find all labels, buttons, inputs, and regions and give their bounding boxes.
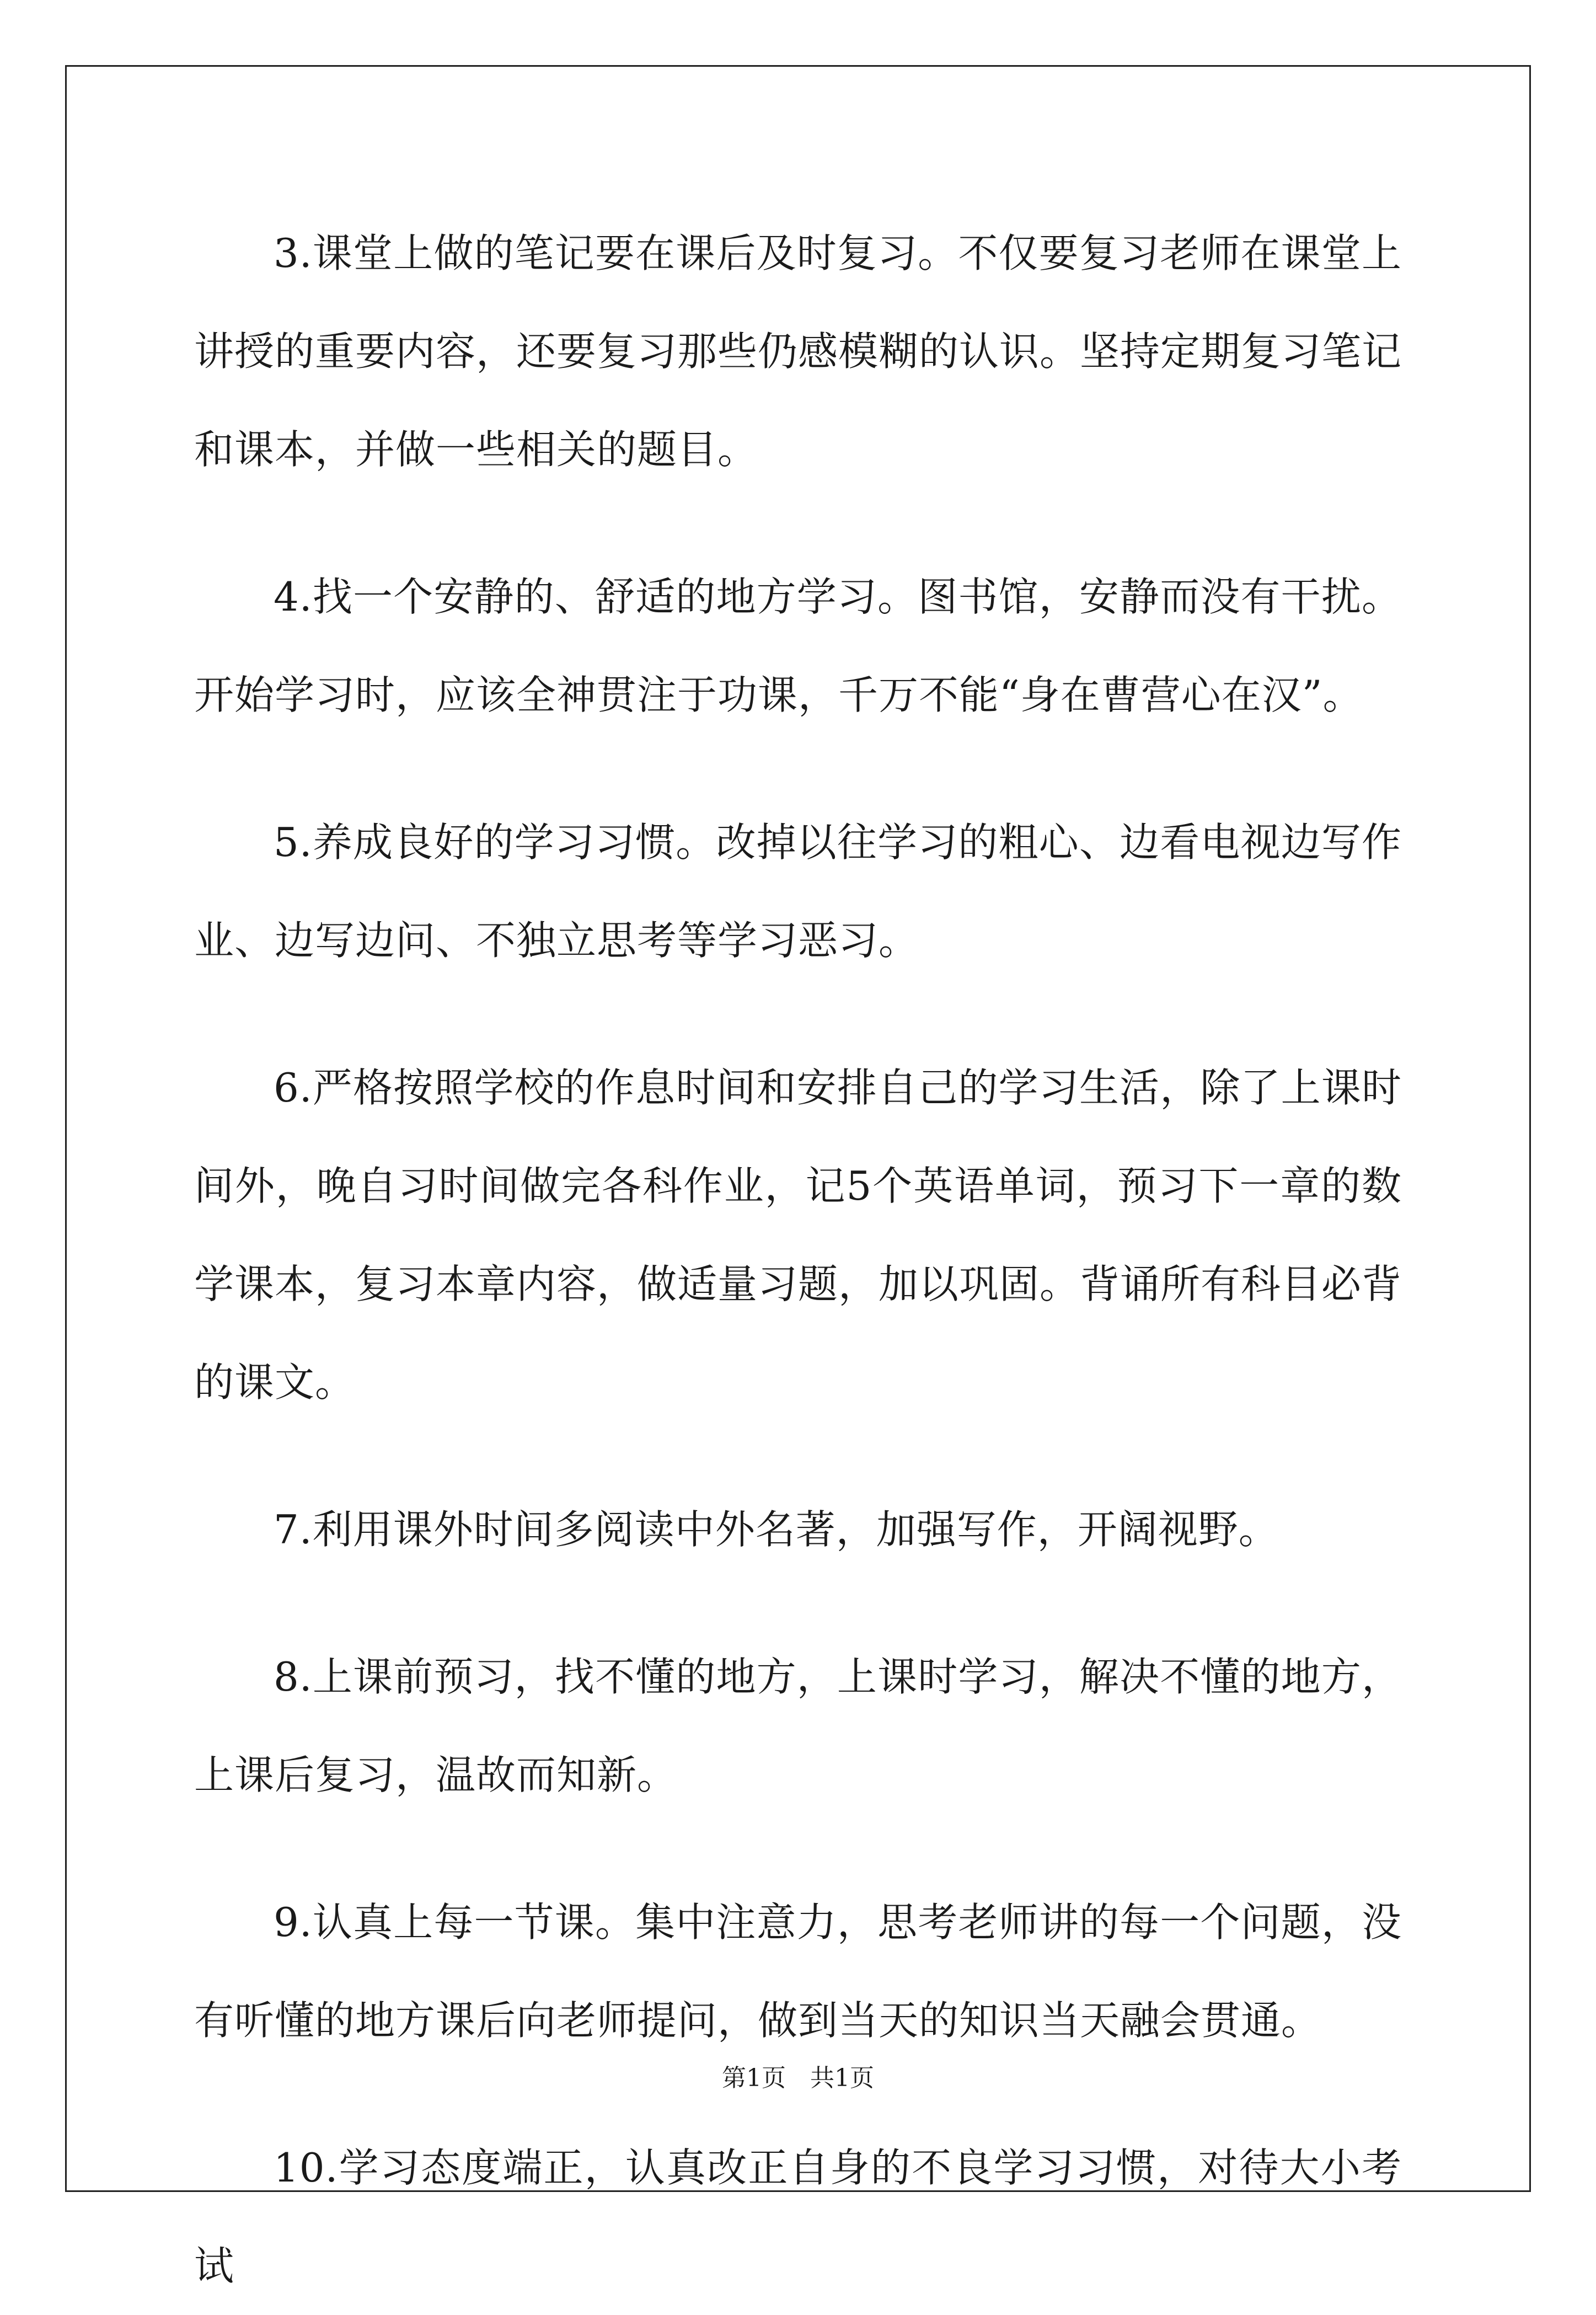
paragraph-item-5: 5.养成良好的学习习惯。改掉以往学习的粗心、边看电视边写作业、边写边问、不独立思考等学习恶习。 (194, 819, 1402, 964)
paragraph-item-6: 6.严格按照学校的作息时间和安排自己的学习生活，除了上课时间外，晚自习时间做完各科作业，记5个英语单词，预习下一章的数学课本，复习本章内容，做适量习题，加以巩固。背诵所有科目必背的课文。 (194, 1065, 1402, 1405)
paragraph-item-10: 10.学习态度端正，认真改正自身的不良学习习惯，对待大小考试 (194, 2145, 1402, 2289)
paragraph-item-8: 8.上课前预习，找不懂的地方，上课时学习，解决不懂的地方，上课后复习，温故而知新。 (194, 1654, 1402, 1798)
paragraph-item-7: 7.利用课外时间多阅读中外名著，加强写作，开阔视野。 (274, 1506, 1279, 1553)
document-body (194, 204, 1402, 2315)
paragraph-item-9: 9.认真上每一节课。集中注意力，思考老师讲的每一个问题，没有听懂的地方课后向老师提问，做到当天的知识当天融会贯通。 (194, 1899, 1402, 2044)
page-number-footer: 第1页 共1页 (722, 2064, 874, 2092)
paragraph-item-4: 4.找一个安静的、舒适的地方学习。图书馆，安静而没有干扰。开始学习时，应该全神贯注于功课，千万不能“身在曹营心在汉”。 (194, 574, 1402, 718)
paragraph-item-3: 3.课堂上做的笔记要在课后及时复习。不仅要复习老师在课堂上讲授的重要内容，还要复习那些仍感模糊的认识。坚持定期复习笔记和课本，并做一些相关的题目。 (194, 230, 1402, 473)
